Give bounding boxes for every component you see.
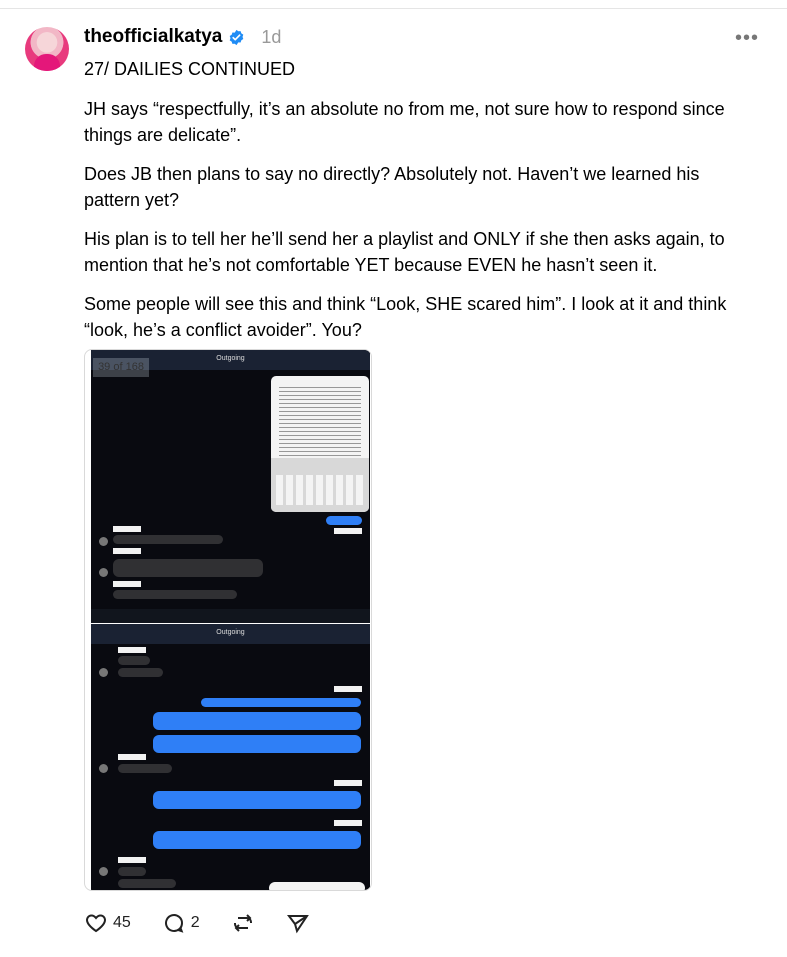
sender-label — [334, 780, 362, 786]
verified-badge-icon — [228, 29, 245, 46]
post-paragraph: His plan is to tell her he’ll send her a playlist and ONLY if she then asks again, to mention that he’s not comfortable YET because EVEN he hasn’t seen it. — [84, 229, 725, 275]
message-header — [91, 624, 370, 644]
top-divider — [0, 8, 787, 9]
comment-button[interactable] — [162, 911, 200, 935]
more-horizontal-icon[interactable]: ••• — [734, 27, 759, 49]
sender-label — [118, 754, 146, 760]
contact-avatar — [99, 867, 108, 876]
incoming-message-bubble — [118, 668, 163, 677]
contact-avatar — [99, 764, 108, 773]
post-media-image[interactable] — [84, 349, 372, 891]
contact-avatar — [99, 537, 108, 546]
incoming-message-bubble — [113, 559, 263, 577]
contact-avatar — [99, 568, 108, 577]
sender-label — [113, 526, 141, 532]
message-compose-bar — [91, 609, 370, 623]
keyboard-image — [271, 458, 369, 512]
send-icon — [286, 911, 310, 935]
comment-icon — [162, 911, 186, 935]
repost-button[interactable] — [231, 911, 255, 935]
message-text-placeholder — [279, 384, 361, 456]
sender-label — [113, 548, 141, 554]
comment-count: 2 — [190, 914, 200, 931]
post-time: 1d — [261, 26, 282, 47]
post-paragraph: Some people will see this and think “Look, SHE scared him”. I look at it and think “look, he’s a conflict avoider”. You? — [84, 294, 727, 340]
outgoing-message-bubble — [153, 831, 361, 849]
contact-avatar — [99, 668, 108, 677]
username-link[interactable]: theofficialkatya — [84, 26, 223, 47]
sender-label — [113, 581, 141, 587]
like-count: 45 — [113, 914, 131, 931]
message-screenshot-top — [91, 350, 370, 623]
post-content — [84, 56, 754, 356]
incoming-message-bubble — [118, 656, 150, 665]
post-paragraph: Does JB then plans to say no directly? Absolutely not. Haven’t we learned his pattern yet? — [84, 164, 700, 210]
post-header — [84, 26, 281, 48]
incoming-message-bubble — [113, 535, 223, 544]
image-counter: 39 of 168 — [93, 358, 149, 377]
post-actions — [84, 911, 341, 935]
outgoing-message-bubble — [153, 735, 361, 753]
shared-message-card — [269, 882, 365, 890]
sender-label — [118, 857, 146, 863]
sender-label — [334, 686, 362, 692]
shared-message-card — [271, 376, 369, 512]
message-header-title: Outgoing — [216, 355, 245, 362]
incoming-message-bubble — [113, 590, 237, 599]
repost-icon — [231, 911, 255, 935]
sender-label — [334, 528, 362, 534]
post-title: 27/ DAILIES CONTINUED — [84, 59, 296, 79]
message-header-title: Outgoing — [216, 629, 245, 636]
heart-icon — [84, 911, 108, 935]
like-button[interactable] — [84, 911, 131, 935]
message-screenshot-bottom — [91, 624, 370, 890]
outgoing-message-bubble — [153, 712, 361, 730]
profile-avatar[interactable] — [25, 27, 69, 71]
sender-label — [118, 647, 146, 653]
post-paragraph: JH says “respectfully, it’s an absolute no from me, not sure how to respond since things are delicate”. — [84, 99, 725, 145]
incoming-message-bubble — [118, 867, 146, 876]
outgoing-message-bubble — [153, 791, 361, 809]
sender-label — [334, 820, 362, 826]
outgoing-message-bubble — [326, 516, 362, 525]
incoming-message-bubble — [118, 764, 172, 773]
share-button[interactable] — [286, 911, 310, 935]
incoming-message-bubble — [118, 879, 176, 888]
outgoing-message-bubble — [201, 698, 361, 707]
